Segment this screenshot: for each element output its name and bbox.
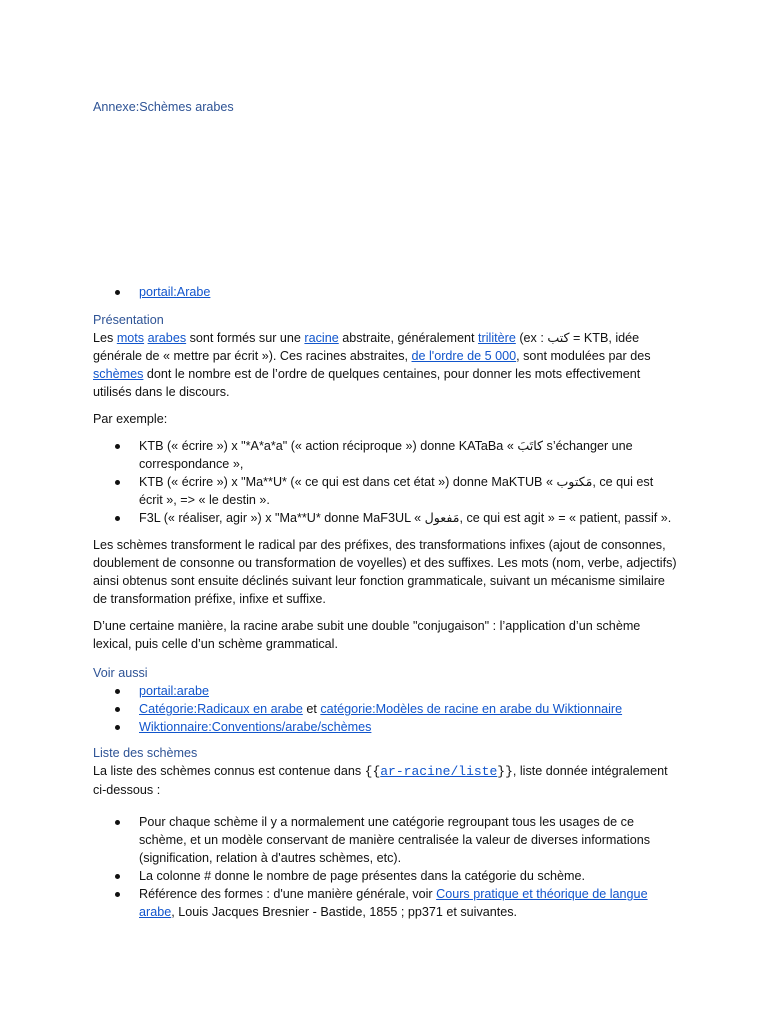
template-brace: {{ xyxy=(364,764,381,779)
arabes-link[interactable]: arabes xyxy=(147,331,187,345)
racine-link[interactable]: racine xyxy=(304,331,339,345)
list-item xyxy=(93,682,678,700)
schemes-link[interactable]: schèmes xyxy=(93,367,144,381)
page-title: Annexe:Schèmes arabes xyxy=(93,100,234,114)
list-item: La colonne # donne le nombre de page présentes dans la catégorie du schème. xyxy=(93,867,678,885)
conjugaison-paragraph: D’une certaine manière, la racine arabe subit une double "conjugaison" : l’application d’un schème lexical, puis celle d’un schème grammatical. xyxy=(93,619,641,651)
portal-list xyxy=(93,283,210,301)
ar-racine-liste-link[interactable]: ar-racine/liste xyxy=(380,764,498,779)
example-intro: Par exemple: xyxy=(93,412,168,426)
voir-aussi-heading: Voir aussi xyxy=(93,666,148,680)
text-run: La liste des schèmes connus est contenue dans xyxy=(93,764,365,778)
list-item xyxy=(93,718,678,736)
liste-heading: Liste des schèmes xyxy=(93,746,198,760)
text-run: sont formés sur une xyxy=(186,331,305,345)
text-run: , liste donnée intégralement ci-dessous : xyxy=(93,764,668,797)
article-body xyxy=(93,312,678,921)
list-item xyxy=(93,700,678,718)
text-run: (ex : كتب = KTB, idée générale de « mettre par écrit »). Ces racines abstraites, xyxy=(93,331,640,363)
examples-list xyxy=(93,437,678,527)
presentation-paragraph xyxy=(93,329,678,401)
text-run: dont le nombre est de l’ordre de quelques centaines, pour donner les mots effectivement utilisés dans le discours. xyxy=(93,367,641,399)
portal-arabe-link[interactable]: portail:Arabe xyxy=(139,285,211,299)
list-item xyxy=(93,885,678,921)
text-run: Les xyxy=(93,331,117,345)
list-item: Pour chaque schème il y a normalement une catégorie regroupant tous les usages de ce schème, et un modèle conservant de manière centralisée la valeur de diverses informations (signification, relation à d'autres schèmes, etc). xyxy=(93,813,678,867)
text-run: et xyxy=(302,702,321,716)
list-item: KTB (« écrire ») x "*A*a*a" (« action réciproque ») donne KATaBa « كاتَبَ s’échanger une correspondance », xyxy=(93,437,678,473)
text-run: Référence des formes : d'une manière générale, voir xyxy=(139,887,437,901)
ordre-5000-link[interactable]: de l'ordre de 5 000 xyxy=(411,349,517,363)
liste-paragraph xyxy=(93,762,678,799)
text-run: abstraite, généralement xyxy=(338,331,479,345)
presentation-heading: Présentation xyxy=(93,313,164,327)
cours-pratique-link[interactable]: Cours pratique et théorique de langue arabe xyxy=(139,887,648,919)
portail-arabe-link[interactable]: portail:arabe xyxy=(139,684,210,698)
mots-link[interactable]: mots xyxy=(116,331,145,345)
voir-aussi-list xyxy=(93,682,678,736)
text-run: , sont modulées par des xyxy=(516,349,651,363)
text-run: , Louis Jacques Bresnier - Bastide, 1855 ; pp371 et suivantes. xyxy=(171,905,518,919)
trilitere-link[interactable]: trilitère xyxy=(478,331,516,345)
liste-notes xyxy=(93,813,678,921)
list-item: F3L (« réaliser, agir ») x "Ma**U* donne MaF3UL « مَفعول, ce qui est agit » = « patient, passif ». xyxy=(93,509,678,527)
list-item: KTB (« écrire ») x "Ma**U* (« ce qui est dans cet état ») donne MaKTUB « مَكتوب, ce qui est écrit », => « le destin ». xyxy=(93,473,678,509)
template-brace: }} xyxy=(497,764,513,779)
conventions-schemes-link[interactable]: Wiktionnaire:Conventions/arabe/schèmes xyxy=(139,720,372,734)
radicaux-arabe-link[interactable]: Catégorie:Radicaux en arabe xyxy=(139,702,303,716)
list-item xyxy=(93,283,210,301)
modeles-racine-link[interactable]: catégorie:Modèles de racine en arabe du Wiktionnaire xyxy=(320,702,623,716)
schemes-paragraph: Les schèmes transforment le radical par des préfixes, des transformations infixes (ajout de consonnes, doublement de consonne ou transformation de voyelles) et des suffixes. Les mots (nom, verbe, adjectifs) ainsi obtenus sont ensuite déclinés suivant leur fonction grammaticale, suivant un mécanisme similaire de transformation préfixe, infixe et suffixe. xyxy=(93,538,677,606)
